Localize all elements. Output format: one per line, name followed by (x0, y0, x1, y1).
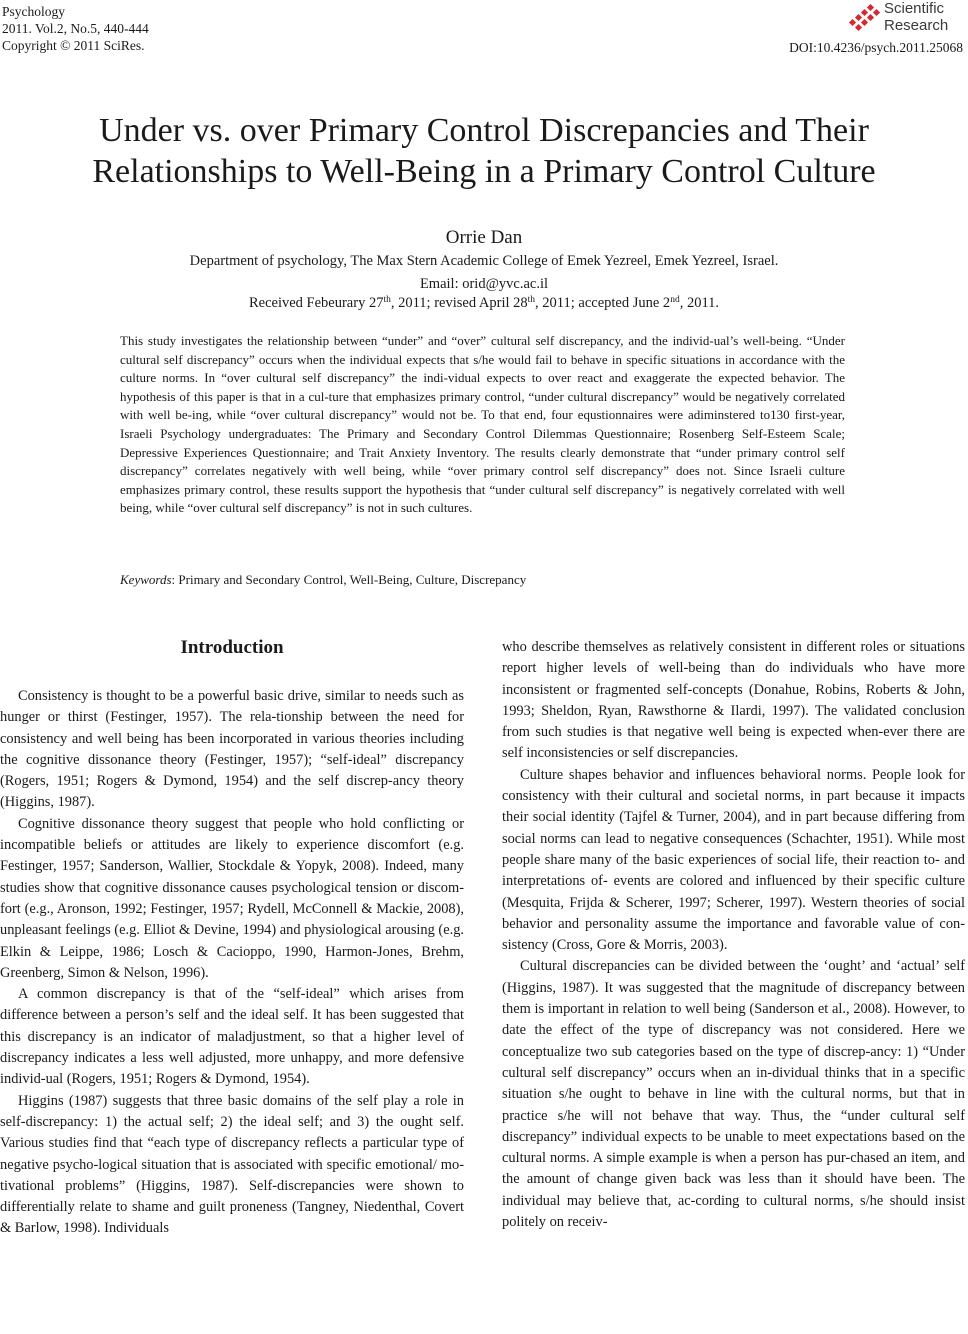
keywords-label: Keywords (120, 572, 172, 587)
received-text-2: , 2011; revised April 28 (390, 295, 528, 311)
body-right-column (502, 637, 965, 1233)
title-line-1: Under vs. over Primary Control Discrepancies and Their (99, 112, 869, 149)
received-sup-1: th (383, 295, 391, 305)
publisher-name-line2: Research (884, 17, 949, 34)
author-affiliation: Department of psychology, The Max Stern Academic College of Emek Yezreel, Emek Yezreel, Israel. (189, 253, 779, 269)
received-sup-3: nd (670, 295, 680, 305)
received-text-4: , 2011. (679, 295, 720, 311)
paragraph: A common discrepancy is that of the “self-ideal” which arises from difference between a person’s self and the ideal self. It has been suggested that this discrepancy is an indicator of maladjustment, so that a higher level of discrepancy indicates a less well adjusted, more unhappy, and more defensive individ-ual (Rogers, 1951; Rogers & Dymond, 1954). (0, 986, 464, 1088)
paragraph: Consistency is thought to be a powerful basic drive, similar to needs such as hunger or thirst (Festinger, 1957). The rela-tionship between the need for consistency and well being has been incorporated in various theories including the cognitive dissonance theory (Festinger, 1957); “self-ideal” discrepancy (Rogers, 1951; Rogers & Dymond, 1954) and the self discrep-ancy theory (Higgins, 1987). (0, 688, 464, 811)
abstract: This study investigates the relationship between “under” and “over” cultural self discrepancy, and the individ-ual’s well-being. “Under cultural self discrepancy” occurs when the individual expects that s/he would fail to behave in specific situations in accordance with the culture norms. In “over cultural self discrepancy” the indi-vidual expects to over react and exaggerate the expected behavior. The hypothesis of this paper is that in a cul-ture that emphasizes primary control, “under cultural discrepancy” would be negatively correlated with well be-ing, while “over cultural discrepancy” would not be. To that end, four equstionnaires were adiminstered to130 first-year, Israeli Psychology undergraduates: The Primary and Secondary Control Dilemmas Questionnaire; Rosenberg Self-Esteem Scale; Depressive Experiences Questionnaire; and Trait Anxiety Inventory. The results clearly demonstrate that “under primary control self discrepancy” correlates negatively with well being, while “over primary control self discrepancy” does not. Since Israeli culture emphasizes primary control, these results support the hypothesis that “under cultural self discrepancy” is negatively correlated with well being, while “over cultural self discrepancy” is not in such cultures. (120, 333, 845, 516)
publisher-name-line1: Scientific (884, 0, 945, 17)
title-line-2: Relationships to Well-Being in a Primary Control Culture (92, 153, 876, 190)
received-sup-2: th (527, 295, 536, 305)
paragraph: Culture shapes behavior and influences behavioral norms. People look for consistency with their cultural and societal norms, in part because it impacts their social identity (Tajfel & Turner, 2004), and in part because differing from social norms can lead to negative consequences (Schachter, 1951). While most people share many of the basic experiences of social life, their reaction to- and interpretations of- events are colored and influenced by their specific culture (Mesquita, Frijda & Scherer, 1997; Scherer, 1997). Western theories of social behavior and personality assume the importance and favorable value of con-sistency (Cross, Gore & Morris, 2003). (502, 766, 965, 954)
keywords-list: : Primary and Secondary Control, Well-Being, Culture, Discrepancy (171, 572, 527, 587)
keywords (120, 571, 845, 589)
publisher-name (884, 0, 948, 34)
author-email[interactable]: Email: orid@yvc.ac.il (419, 276, 549, 292)
received-text-3: , 2011; accepted June 2 (535, 295, 671, 311)
paragraph: Cognitive dissonance theory suggest that people who hold conflicting or incompatible beliefs or attitudes are likely to experience discomfort (e.g. Festinger, 1957; Sanderson, Wallier, Stockdale & Yopyk, 2008). Indeed, many studies show that cognitive dissonance causes psychological tension or discom-fort (e.g., Aronson, 1992; Festinger, 1957; Rydell, McConnell & Mackie, 2008), unpleasant feelings (e.g. Elliot & Devine, 1994) and physiological arousing (e.g. Elkin & Leippe, 1986; Losch & Cacioppo, 1990, Harmon-Jones, Brehm, Greenberg, Simon & Nelson, 1996). (0, 815, 464, 981)
paragraph: Cultural discrepancies can be divided between the ‘ought’ and ‘actual’ self (Higgins, 1987). It was suggested that the magnitude of discrepancy between them is important in relation to well being (Sanderson et al., 2008). However, to date the effect of the type of discrepancy was not considered. Here we conceptualize two sub categories based on the type of discrep-ancy: 1) “Under cultural self discrepancy” occurs when an in-dividual thinks that in a specific situation s/he ought to behave in line with the cultural norms, but that in practice s/he will not behave that way. Thus, the “under cultural self discrepancy” individual expects to be unable to meet expectations based on the cultural norms. A simple example is when a person has pur-chased an item, and the amount of change given back was less than it should have been. The individual may believe that, ac-cording to cultural norms, s/he should insist politely on receiv- (502, 958, 965, 1231)
scientific-research-diamond-logo-icon (847, 4, 881, 34)
journal-name: Psychology (2, 4, 66, 19)
doi-link[interactable]: DOI:10.4236/psych.2011.25068 (789, 40, 963, 55)
journal-volume: 2011. Vol.2, No.5, 440-444 (2, 21, 149, 36)
author-name: Orrie Dan (445, 227, 523, 248)
article-title (0, 110, 968, 192)
received-text-1: Received Febeurary 27 (248, 295, 384, 311)
received-dates (0, 294, 968, 312)
body-left-column (0, 637, 464, 1240)
journal-header (2, 3, 149, 54)
publisher-logo (847, 0, 962, 36)
copyright-line: Copyright © 2011 SciRes. (2, 38, 145, 53)
paragraph-continued: who describe themselves as relatively consistent in different roles or situations report higher levels of well-being than do individuals who have more inconsistent or fragmented self-concepts (Donahue, Robins, Roberts & John, 1993; Sheldon, Ryan, Rawsthorne & Ilardi, 1997). The validated conclusion from such studies is that negative well being is expected when-ever there are self inconsistencies or self discrepancies. (502, 639, 965, 762)
paragraph: Higgins (1987) suggests that three basic domains of the self play a role in self-discrepancy: 1) the actual self; 2) the ideal self; and 3) the ought self. Various studies find that “each type of discrepancy reflects a particular type of negative psycho-logical situation that is associated with specific emotional/ mo-tivational problems” (Higgins, 1987). Self-discrepancies were shown to differentially relate to shame and guilt proneness (Tangney, Niedenthal, Covert & Barlow, 1998). Individuals (0, 1092, 464, 1237)
section-heading-introduction: Introduction (180, 637, 284, 658)
